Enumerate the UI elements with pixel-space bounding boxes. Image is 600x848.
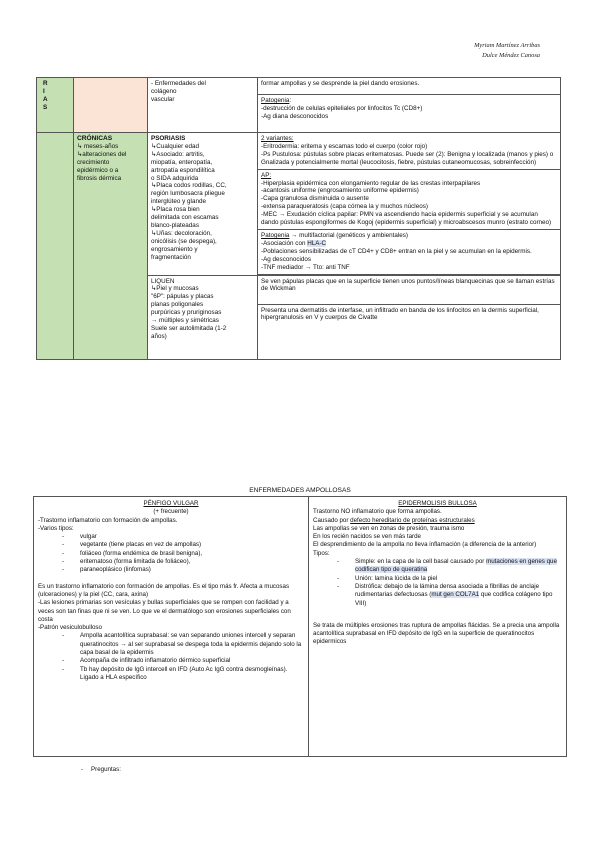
psoriasis-cell (148, 133, 258, 276)
penfigo-body-line: -Las lesiones primarias son vesículas y bullas superficiales que se rompen con facilidad y a veces son tan finas que ni se ven. Lo que ve el dermatólogo son erosiones superficiales con costa (38, 599, 291, 623)
list-item: - vulgar (38, 533, 304, 541)
psoriasis-line: delimitada con escamas (151, 214, 219, 222)
list-item: - foliáceo (forma endémica de brasil benigna), (38, 550, 304, 558)
pathogenesis-line: -Ag diana desconocidos (261, 112, 329, 120)
penfigo-title: PÉNFIGO VULGAR (143, 500, 199, 507)
author-1: Myriam Martínez Arribas (474, 42, 540, 49)
penfigo-cell (34, 497, 309, 757)
ap-line: -MEC → Exudación cíclica papilar: PMN va ascendiendo hacia epidermis superficial y se acumulan dando pústulas espongiformes de Kogoj (epidermis superficial) y microabscesos munro (estrato corneo) (261, 211, 552, 227)
liquen-line: → múltiples y simétricas (151, 317, 219, 325)
collagen-line: - Enfermedades del (151, 80, 206, 87)
epidermolisis-line: Trastorno NO inflamatorio que forma ampollas. (313, 508, 442, 516)
psoriasis-pathogenesis-line: -TNF mediador → Tto: anti TNF (261, 263, 350, 271)
penfigo-body-line: Es un trastorno inflamatorio con formación de ampollas. Es el tipo más fr. Afecta a mucosas (ulceraciones) y la piel (CC, cara, axina) (38, 582, 290, 598)
psoriasis-title: PSORIASIS (151, 135, 186, 142)
liquen-clinical-cell: Se ven pápulas placas que en la superficie tienen unos puntos/líneas blanquecinas que se llaman estrías de Wickman (258, 275, 561, 304)
penfigo-patterns-list (38, 632, 304, 682)
distrofica-prefix: Distrófica: debajo de la lámina densa asociada a fibrillas de anclaje rudimentarias defectuosas ( (355, 582, 540, 599)
epidermolisis-line: El desprendimiento de la ampolla no lleva inflamación (a diferencia de la anterior) (313, 541, 537, 549)
erosion-cell: formar ampollas y se desprende la piel dando erosiones. (258, 78, 561, 95)
psoriasis-line: o SIDA adquirida (151, 174, 199, 182)
penfigo-intro-line: -Trastorno inflamatorio con formación de ampollas. (38, 516, 178, 524)
ap-line: -Capa granulosa disminuida o ausente (261, 195, 369, 203)
liquen-title: LIQUEN (151, 277, 175, 285)
side-letters-cell (37, 78, 74, 133)
psoriasis-pathogenesis-line: -Ag desconocidos (261, 255, 312, 263)
psoriasis-line: miopatía, enteropatía, (151, 158, 213, 166)
penfigo-subtitle: (+ frecuente) (153, 508, 189, 516)
psoriasis-line: onicólisis (se despega), (151, 237, 217, 245)
author-2: Dulce Méndez Canosa (482, 52, 540, 59)
distrofica-suffix: que codifica colágeno tipo VIII) (355, 591, 553, 607)
collagen-line: vascular (151, 95, 175, 103)
liquen-line: "6P": pápulas y placas (151, 293, 214, 301)
psoriasis-line: ↳Uñas: decoloración, (151, 229, 212, 237)
pathogenesis-title: Patogenia (261, 97, 290, 104)
hla-highlight: HLA-C (307, 239, 327, 247)
acute-category-cell (74, 78, 148, 133)
psoriasis-pathogenesis-title: Patogenia (261, 231, 290, 239)
psoriasis-line: ↳Placa codos rodillas, CC, (151, 182, 227, 190)
psoriasis-pathogenesis-cell (258, 229, 561, 274)
ap-cell (258, 169, 561, 229)
psoriasis-line: interglúteo y glande (151, 198, 206, 206)
psoriasis-line: fragmentación (151, 253, 191, 261)
epidermolisis-line: Las ampollas se ven en zonas de presión, trauma ismo (313, 524, 465, 532)
side-letter: S (43, 103, 48, 111)
list-item: - paraneoplásico (linfomas) (38, 566, 304, 574)
cronicas-line: epidérmico o a (77, 166, 119, 174)
side-letter: I (43, 87, 45, 95)
ap-title: AP: (261, 171, 272, 179)
variantes-cell (258, 133, 561, 170)
penfigo-intro-line: -Varios tipos: (38, 524, 74, 532)
epidermolisis-title: EPIDERMOLISIS BULLOSA (398, 500, 477, 507)
liquen-line: ↳Piel y mucosas (151, 285, 199, 293)
liquen-line: Suele ser autolimitada (1-2 (151, 324, 227, 332)
cronicas-line: ↳ meses-años (77, 142, 119, 150)
psoriasis-line: engrosamiento y (151, 245, 198, 253)
bullous-diseases-table (33, 496, 567, 757)
psoriasis-line: ↳Asociado: artritis, (151, 150, 205, 158)
inflammatory-dermatoses-table (36, 77, 561, 360)
side-green-cell (37, 133, 74, 360)
pathogenesis-line: -destrucción de celulas epiteliales por linfocitos Tc (CD8+) (261, 104, 423, 112)
list-item: - Ampolla acantolítica suprabasal: se van separando uniones intercell y separan queratinocitos → al ser suprabasal se despega toda la epidermis dejando solo la capa basal de la epidermis (38, 632, 304, 657)
list-item: - vegetante (tiene placas en vez de ampollas) (38, 541, 304, 549)
collagen-line: colágeno (151, 87, 177, 95)
ap-line: -extensa paraqueratosis (capa córnea la y muchos núcleos) (261, 203, 428, 211)
collagen-cell (148, 78, 258, 133)
epidermolisis-line: Tipos: (313, 549, 330, 557)
variantes-line: -Eritrodermia: eritema y escamas todo el cuerpo (color rojo) (261, 142, 428, 150)
cronicas-line: fibrosis dérmica (77, 174, 122, 182)
liquen-line: planas poligonales (151, 301, 204, 309)
list-item: - Tb hay depósito de IgG intercell en IFD (Auto Ac IgG contra desmogleínas). Ligado a HLA específico (38, 666, 304, 683)
epidermolisis-types-list (313, 558, 562, 608)
liquen-histology-cell: Presenta una dermatitis de interfase, un infiltrado en banda de los linfocitos en la dermis superficial, hipergranulosis en V y cuerpos de Civatte (258, 304, 561, 359)
variantes-line: -Ps Pustulosa: pústulas sobre placas eritematosas. Puede ser (2): Benigna y localizada (manos y pies) o Gnalizada y potencialmente mortal (leucocitosis, fiebre, pústulas cutaneomucosas, sobreinfección) (261, 150, 554, 166)
penfigo-body-line: -Patrón vesiculobulloso (38, 624, 102, 632)
pathogenesis-rest: → multifactorial (genéticos y ambientales) (289, 231, 409, 239)
list-item: - eritematoso (forma limitada de foliáceo), (38, 558, 304, 566)
penfigo-types-list (38, 533, 304, 574)
liquen-line: años) (151, 332, 167, 340)
epidermolisis-final: Se trata de múltiples erosiones tras ruptura de ampollas flácidas. Se a precia una ampolla acantolítica suprabasal en IFD depósito de IgG en la superficie de queratinocitos epidermicos (313, 621, 560, 646)
ap-line: -Hiperplasia epidérmica con elongamiento regular de las crestas interpapilares (261, 179, 481, 187)
liquen-cell (148, 275, 258, 359)
epidermolisis-cause-prefix: Causado por (313, 516, 351, 524)
epidermolisis-cell (309, 497, 567, 757)
simple-prefix: Simple: en la capa de la cell basal causado por (355, 558, 487, 566)
psoriasis-line: ↳Cualquier edad (151, 142, 199, 150)
cronicas-cell (74, 133, 148, 360)
cronicas-line: ↳alteraciones del (77, 150, 127, 158)
list-item: - Unión: lamina lúcida de la piel (313, 575, 562, 583)
variantes-title: 2 variantes: (261, 135, 294, 142)
list-item (313, 583, 562, 608)
side-letter: A (43, 95, 48, 103)
epidermolisis-line: En los recién nacidos se ven más tarde (313, 533, 421, 541)
psoriasis-line: artropatía espondilítica (151, 166, 215, 174)
simple-highlight: mutaciones en genes que codifican tipo de queratina (355, 558, 557, 574)
cronicas-title: CRÓNICAS (77, 135, 113, 142)
psoriasis-line: blanco-plateadas (151, 221, 199, 229)
asociacion-prefix: -Asociación con (261, 239, 308, 247)
list-item: - Acompaña de infiltrado inflamatorio dérmico superficial (38, 657, 304, 665)
ap-line: -acantosis uniforme (engrosamiento uniforme epidermis) (261, 187, 419, 195)
section-title: ENFERMEDADES AMPOLLOSAS (249, 487, 351, 494)
epidermolisis-cause: defecto hereditario de proteínas estructurales (350, 516, 475, 524)
authors (474, 41, 540, 61)
psoriasis-line: ↳Placa rosa bien (151, 206, 200, 214)
psoriasis-pathogenesis-line: -Poblaciones sensibilizadas de cT CD4+ y CD8+ entran en la piel y se acumulan en la epidermis. (261, 247, 532, 255)
preguntas: - Preguntas: (91, 766, 121, 773)
distrofica-highlight: mut gen COL7A1 (431, 591, 480, 599)
list-item (313, 558, 562, 575)
liquen-line: purpúricas y pruriginosas (151, 309, 222, 317)
psoriasis-line: región lumbosacra pliegue (151, 190, 225, 198)
cronicas-line: crecimiento (77, 158, 110, 166)
side-letter: R (43, 80, 48, 87)
pathogenesis-cell-1: Patogenia: -destrucción de celulas epiteliales por linfocitos Tc (CD8+) -Ag diana desconocidos (258, 95, 561, 133)
